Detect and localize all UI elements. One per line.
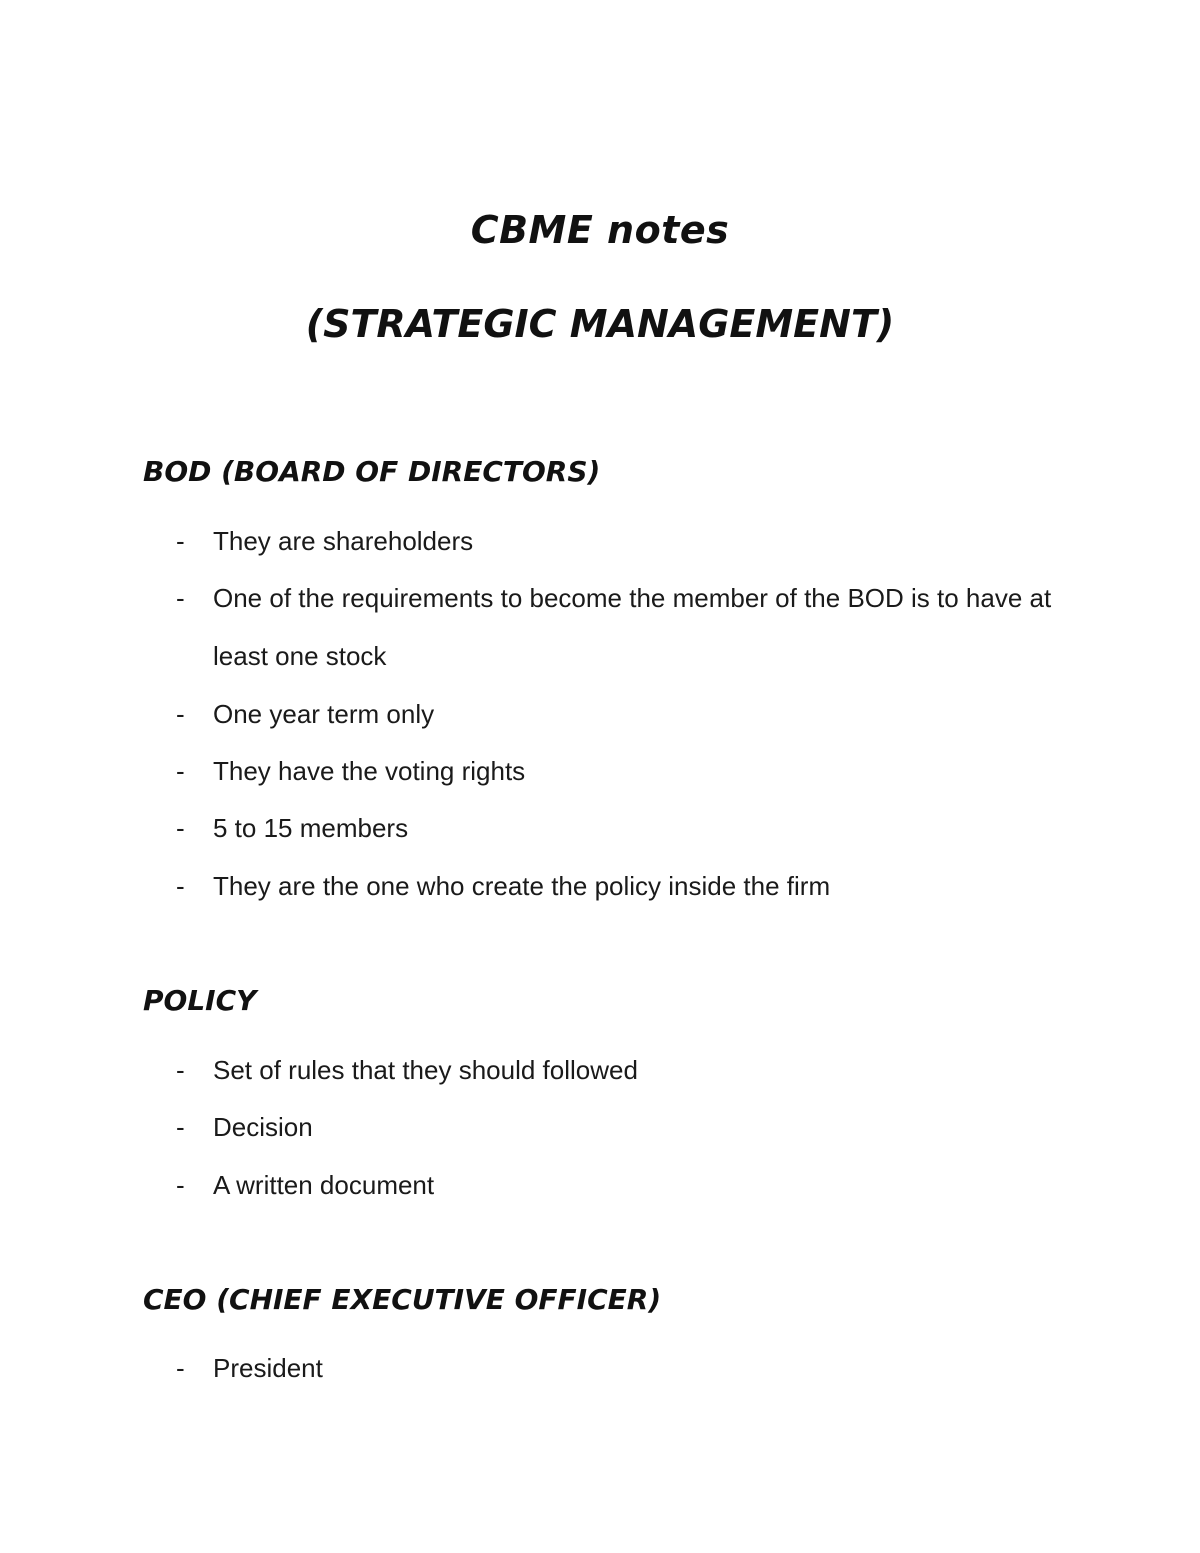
list-item — [176, 1041, 1076, 1099]
bullet-dash: - — [176, 699, 185, 729]
list-item — [176, 1098, 1076, 1156]
bullet-dash: - — [176, 1112, 185, 1142]
bullet-dash: - — [176, 813, 185, 843]
list-item-text: They have the voting rights — [213, 756, 526, 786]
list-item-text: Set of rules that they should followed — [213, 1055, 638, 1085]
list-item — [176, 685, 1076, 743]
list-item — [176, 799, 1076, 857]
list-item — [176, 742, 1076, 800]
page-title: CBME notes — [470, 208, 730, 252]
list-item — [176, 569, 1076, 685]
bullet-dash: - — [176, 583, 185, 613]
list-item-text: 5 to 15 members — [213, 813, 409, 843]
bullet-dash: - — [176, 526, 185, 556]
list-item-text: They are the one who create the policy inside the firm — [213, 871, 831, 901]
list-item-text: One of the requirements to become the member of the BOD is to have at least one stock — [213, 583, 1052, 671]
list-item — [176, 512, 1076, 570]
list-item-text: Decision — [213, 1112, 313, 1142]
list-item — [176, 1339, 1076, 1397]
bullet-dash: - — [176, 1353, 185, 1383]
list-item — [176, 857, 1076, 915]
section-heading-ceo: CEO (CHIEF EXECUTIVE OFFICER) — [143, 1283, 662, 1316]
page-subtitle: (STRATEGIC MANAGEMENT) — [305, 302, 895, 346]
section-heading-policy: POLICY — [143, 984, 257, 1017]
list-item-text: President — [213, 1353, 323, 1383]
bullet-dash: - — [176, 756, 185, 786]
bullet-dash: - — [176, 1055, 185, 1085]
list-item-text: A written document — [213, 1170, 435, 1200]
list-item-text: They are shareholders — [213, 526, 474, 556]
section-heading-bod: BOD (BOARD OF DIRECTORS) — [143, 455, 601, 488]
bullet-dash: - — [176, 871, 185, 901]
bullet-dash: - — [176, 1170, 185, 1200]
list-item-text: One year term only — [213, 699, 435, 729]
list-item — [176, 1156, 1076, 1214]
